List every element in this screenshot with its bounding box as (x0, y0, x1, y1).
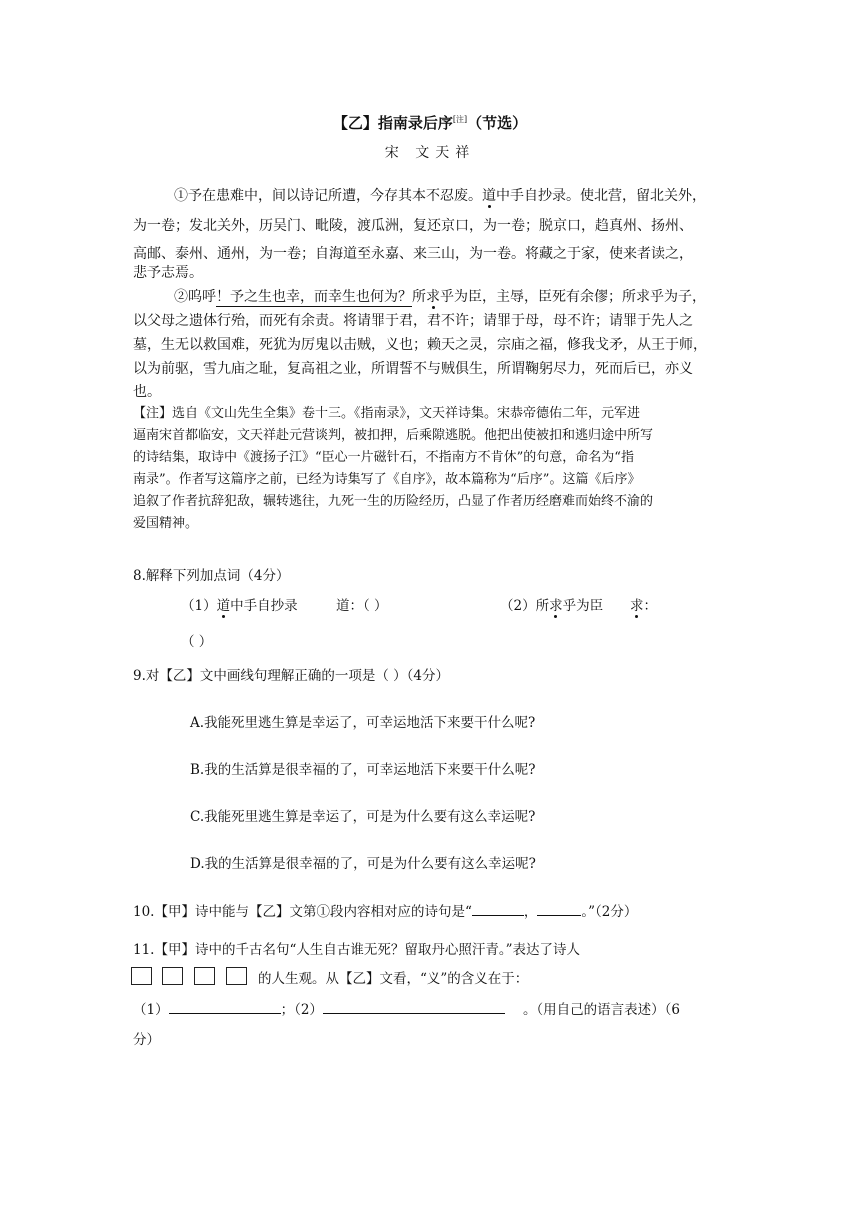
note-mark: [注] (452, 115, 468, 124)
q8-item-2-answer[interactable]: （ ） (181, 634, 213, 650)
q8-item-2: （2）所求乎为臣 (500, 598, 604, 614)
emphasis-dot-word: 道 (482, 188, 496, 204)
q11-line-3: （1） ；（2） 。（用自己的语言表述）（6 (133, 998, 680, 1018)
q11-line-2: 的人生观。从【乙】文看，“义”的含义在于： (258, 971, 529, 987)
q11-blank-1[interactable] (169, 999, 281, 1014)
answer-box-4[interactable] (226, 967, 247, 985)
note-line-4: 南录”。作者写这篇序之前，已经为诗集写了《自序》，故本篇称为“后序”。这篇《后序》 (133, 472, 641, 487)
p2-line-3: 墓，生无以救国难，死犹为厉鬼以击贼，义也；赖天之灵，宗庙之福，修我戈矛，从王于师， (133, 337, 707, 353)
q9-option-b[interactable]: B.我的生活算是很幸福的了，可幸运地活下来要干什么呢? (190, 762, 536, 778)
q9-option-a[interactable]: A.我能死里逃生算是幸运了，可幸运地活下来要干什么呢? (190, 715, 536, 731)
q11-line-1: 11.【甲】诗中的千古名句“人生自古谁无死？留取丹心照汗青。”表达了诗人 (133, 942, 581, 958)
q9-option-c[interactable]: C.我能死里逃生算是幸运了，可是为什么要有这么幸运呢? (190, 809, 536, 825)
underlined-sentence: ！予之生也幸，而幸生也何为？ (216, 289, 412, 305)
q9-option-d[interactable]: D.我的生活算是很幸福的了，可是为什么要有这么幸运呢? (190, 856, 536, 872)
note-line-1: 【注】选自《文山先生全集》卷十三。《指南录》，文天祥诗集。宋恭帝德佑二年，元军进 (133, 406, 641, 421)
note-line-6: 爱国精神。 (133, 516, 199, 531)
q8-stem: 8.解释下列加点词（4分） (133, 568, 290, 584)
emphasis-dot-word: 求 (426, 289, 440, 305)
q9-stem: 9.对【乙】文中画线句理解正确的一项是（ ）（4分） (133, 668, 450, 684)
note-line-2: 逼南宋首都临安，文天祥赴元营谈判，被扣押，后乘隙逃脱。他把出使被扣和逃归途中所写 (133, 428, 654, 443)
note-line-3: 的诗结集，取诗中《渡扬子江》“臣心一片磁针石，不指南方不肯休”的句意，命名为“指 (133, 450, 634, 465)
q10: 10.【甲】诗中能与【乙】文第①段内容相对应的诗句是“ ， 。”（2分） (133, 900, 637, 920)
p1-line-4: 悲予志焉。 (133, 265, 203, 281)
answer-box-2[interactable] (162, 967, 183, 985)
q8-item-1-answer[interactable]: 道：（ ） (336, 598, 388, 614)
p2-line-5: 也。 (133, 384, 161, 400)
answer-box-3[interactable] (194, 967, 215, 985)
p1-line-3: 高邮、泰州、通州，为一卷；自海道至永嘉、来三山，为一卷。将藏之于家，使来者读之， (133, 246, 693, 262)
p1-line-2: 为一卷；发北关外，历吴门、毗陵，渡瓜洲，复还京口，为一卷；脱京口，趋真州、扬州、 (133, 218, 693, 234)
q10-blank-1[interactable] (472, 901, 524, 916)
q11-blank-2[interactable] (323, 999, 505, 1014)
passage-title: 【乙】指南录后序[注]（节选） (332, 114, 528, 132)
q8-item-2-label: 求： (630, 598, 657, 614)
p1-line-1: ①予在患难中，间以诗记所遭，今存其本不忍废。道中手自抄录。使北营，留北关外， (174, 188, 706, 204)
answer-box-1[interactable] (131, 967, 152, 985)
p2-line-1: ②呜呼！予之生也幸，而幸生也何为？所求乎为臣，主辱，臣死有余僇；所求乎为子， (174, 289, 706, 305)
note-line-5: 追叙了作者抗辞犯敌，辗转逃往，九死一生的历险经历，凸显了作者历经磨难而始终不渝的 (133, 494, 654, 509)
q11-line-4: 分） (133, 1032, 160, 1048)
q10-blank-2[interactable] (537, 901, 581, 916)
author: 宋 文天祥 (384, 145, 476, 161)
q8-item-1: （1）道中手自抄录 (181, 598, 298, 614)
p2-line-4: 以为前驱，雪九庙之耻，复高祖之业，所谓誓不与贼俱生，所谓鞠躬尽力，死而后已，亦义 (133, 361, 693, 377)
p2-line-2: 以父母之遗体行殆，而死有余责。将请罪于君，君不许；请罪于母，母不许；请罪于先人之 (133, 313, 693, 329)
